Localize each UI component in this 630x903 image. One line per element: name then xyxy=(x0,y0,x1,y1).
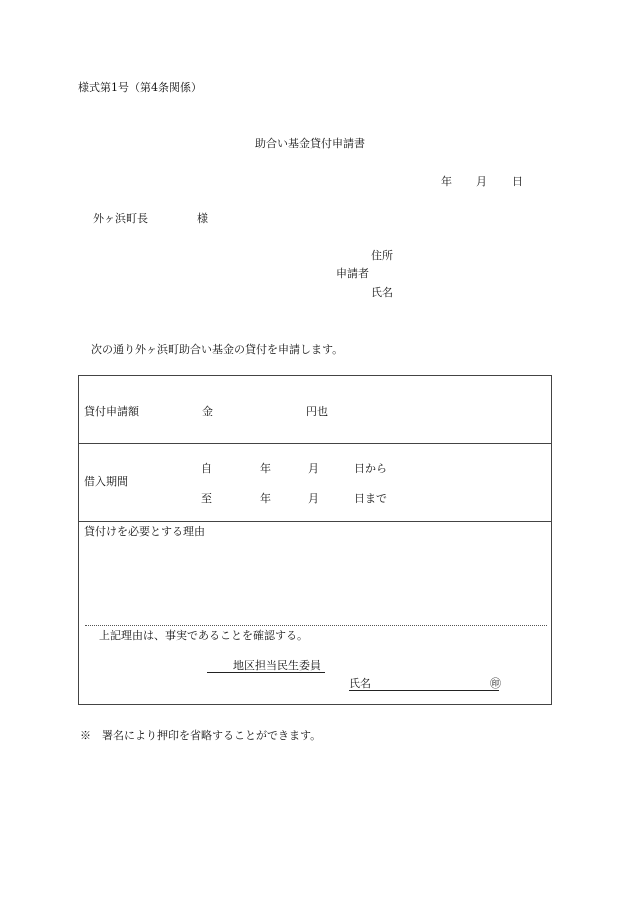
amount-label: 貸付申請額 xyxy=(84,405,139,418)
period-to-day: 日まで xyxy=(354,492,387,505)
seal-mark: ㊞ xyxy=(490,677,501,690)
intro-text: 次の通り外ヶ浜町助合い基金の貸付を申請します。 xyxy=(91,343,344,356)
period-label: 借入期間 xyxy=(84,475,128,488)
form-number: 様式第1号（第4条関係） xyxy=(78,81,202,94)
document-title: 助合い基金貸付申請書 xyxy=(255,137,365,150)
date-month-label: 月 xyxy=(476,175,487,188)
footnote: ※ 署名により押印を省略することができます。 xyxy=(80,729,322,742)
confirm-text: 上記理由は、事実であることを確認する。 xyxy=(99,629,308,642)
addressee-name: 外ヶ浜町長 xyxy=(93,212,148,225)
date-year-label: 年 xyxy=(441,175,452,188)
applicant-role-label: 申請者 xyxy=(336,267,369,280)
period-from-month: 月 xyxy=(308,462,319,475)
period-from-day: 日から xyxy=(354,462,387,475)
amount-unit: 円也 xyxy=(306,405,328,418)
period-to-month: 月 xyxy=(308,492,319,505)
period-to-year: 年 xyxy=(260,492,271,505)
date-day-label: 日 xyxy=(512,175,523,188)
period-from-year: 年 xyxy=(260,462,271,475)
amount-prefix: 金 xyxy=(202,405,213,418)
period-from-prefix: 自 xyxy=(201,462,212,475)
reason-label: 貸付けを必要とする理由 xyxy=(84,525,205,538)
officer-title-underline xyxy=(207,672,325,673)
officer-name-label: 氏名 xyxy=(349,677,371,690)
addressee-honorific: 様 xyxy=(197,212,208,225)
application-table xyxy=(78,375,552,705)
row-divider xyxy=(79,521,551,522)
reason-dotted-divider xyxy=(85,625,547,626)
period-to-prefix: 至 xyxy=(201,492,212,505)
applicant-name-label: 氏名 xyxy=(371,286,393,299)
officer-name-underline xyxy=(349,690,499,691)
applicant-address-label: 住所 xyxy=(371,249,393,262)
officer-title: 地区担当民生委員 xyxy=(233,659,321,672)
row-divider xyxy=(79,443,551,444)
